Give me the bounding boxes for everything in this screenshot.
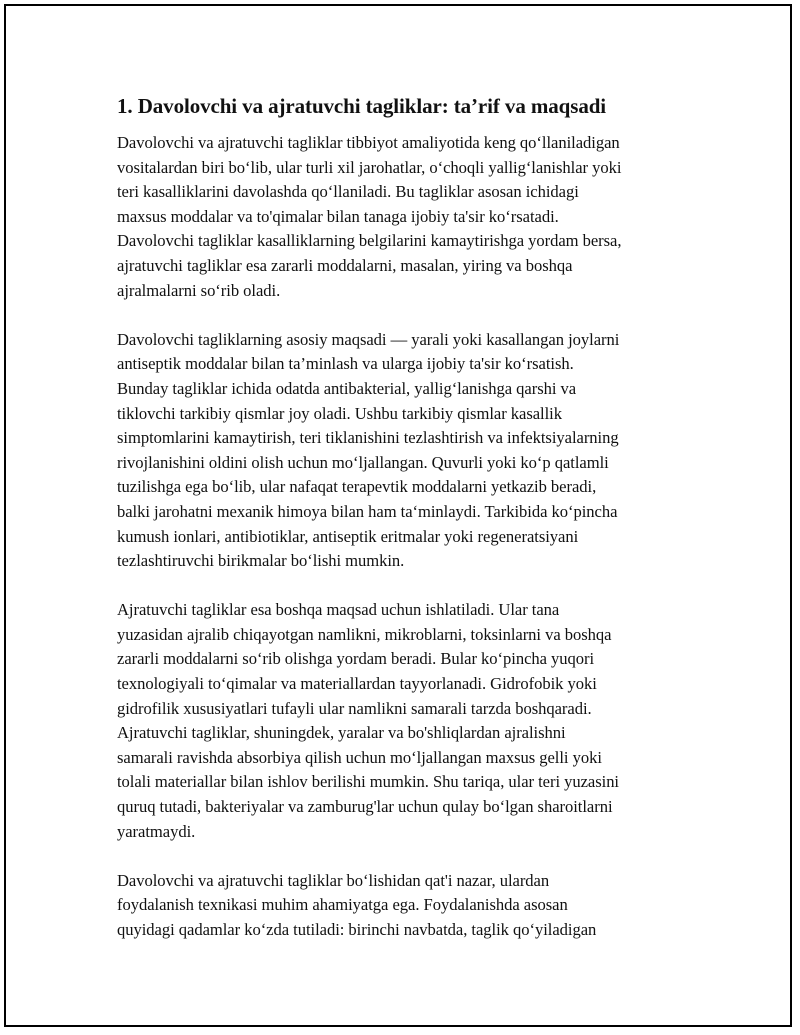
text-line: kumush ionlari, antibiotiklar, antiseptik eritmalar yoki regeneratsiyani — [117, 526, 579, 546]
text-line: samarali ravishda absorbiya qilish uchun mo‘ljallangan maxsus gelli yoki — [117, 747, 602, 767]
text-line: antiseptik moddalar bilan ta’minlash va ularga ijobiy ta'sir ko‘rsatish. — [117, 354, 574, 374]
text-line: rivojlanishini oldini olish uchun mo‘ljallangan. Quvurli yoki ko‘p qatlamli — [117, 452, 609, 472]
text-line: yaratmaydi. — [117, 821, 196, 841]
text-line: Davolovchi va ajratuvchi tagliklar tibbiyot amaliyotida keng qo‘llaniladigan — [117, 133, 620, 152]
section-heading: 1. Davolovchi va ajratuvchi tagliklar: ta’rif va maqsadi — [117, 94, 607, 118]
paragraph — [117, 131, 687, 303]
text-line: ajralmalarni so‘rib oladi. — [117, 280, 281, 300]
text-line: gidrofilik xususiyatlari tufayli ular namlikni samarali tarzda boshqaradi. — [117, 698, 592, 718]
paragraph — [117, 598, 687, 844]
text-line: quyidagi qadamlar ko‘zda tutiladi: birinchi navbatda, taglik qo‘yiladigan — [117, 920, 597, 939]
text-line: quruq tutadi, bakteriyalar va zamburug'lar uchun qulay bo‘lgan sharoitlarni — [117, 797, 613, 817]
text-line: Ajratuvchi tagliklar esa boshqa maqsad uchun ishlatiladi. Ular tana — [117, 600, 560, 620]
text-line: tuzilishga ega bo‘lib, ular nafaqat terapevtik moddalarni yetkazib beradi, — [117, 477, 597, 497]
paragraphs-container — [117, 131, 687, 943]
text-line: Davolovchi va ajratuvchi tagliklar bo‘lishidan qat'i nazar, ulardan — [117, 870, 550, 890]
text-line: Bunday tagliklar ichida odatda antibakterial, yallig‘lanishga qarshi va — [117, 378, 577, 398]
text-line: Davolovchi tagliklar kasalliklarning belgilarini kamaytirishga yordam bersa, — [117, 231, 622, 251]
text-line: Davolovchi tagliklarning asosiy maqsadi — yarali yoki kasallangan joylarni — [117, 329, 620, 349]
text-line: zararli moddalarni so‘rib olishga yordam beradi. Bular ko‘pincha yuqori — [117, 649, 595, 669]
text-line: ajratuvchi tagliklar esa zararli moddalarni, masalan, yiring va boshqa — [117, 255, 573, 275]
text-line: texnologiyali to‘qimalar va materiallardan tayyorlanadi. Gidrofobik yoki — [117, 674, 597, 694]
text-line: teri kasalliklarini davolashda qo‘llaniladi. Bu tagliklar asosan ichidagi — [117, 182, 579, 202]
paragraph — [117, 328, 687, 574]
text-line: Ajratuvchi tagliklar, shuningdek, yaralar va bo'shliqlardan ajralishni — [117, 723, 566, 743]
document-body — [117, 92, 687, 967]
text-line: foydalanish texnikasi muhim ahamiyatga ega. Foydalanishda asosan — [117, 895, 568, 915]
text-line: simptomlarini kamaytirish, teri tiklanishini tezlashtirish va infektsiyalarning — [117, 428, 619, 448]
paragraph — [117, 869, 687, 943]
text-line: yuzasidan ajralib chiqayotgan namlikni, mikroblarni, toksinlarni va boshqa — [117, 624, 612, 644]
text-line: tezlashtiruvchi birikmalar bo‘lishi mumkin. — [117, 551, 405, 571]
text-line: tiklovchi tarkibiy qismlar joy oladi. Ushbu tarkibiy qismlar kasallik — [117, 403, 562, 423]
text-line: tolali materiallar bilan ishlov berilishi mumkin. Shu tariqa, ular teri yuzasini — [117, 772, 619, 792]
text-line: maxsus moddalar va to'qimalar bilan tanaga ijobiy ta'sir ko‘rsatadi. — [117, 206, 559, 226]
text-line: balki jarohatni mexanik himoya bilan ham ta‘minlaydi. Tarkibida ko‘pincha — [117, 501, 618, 521]
text-line: vositalardan biri bo‘lib, ular turli xil jarohatlar, o‘choqli yallig‘lanishlar yoki — [117, 157, 622, 177]
